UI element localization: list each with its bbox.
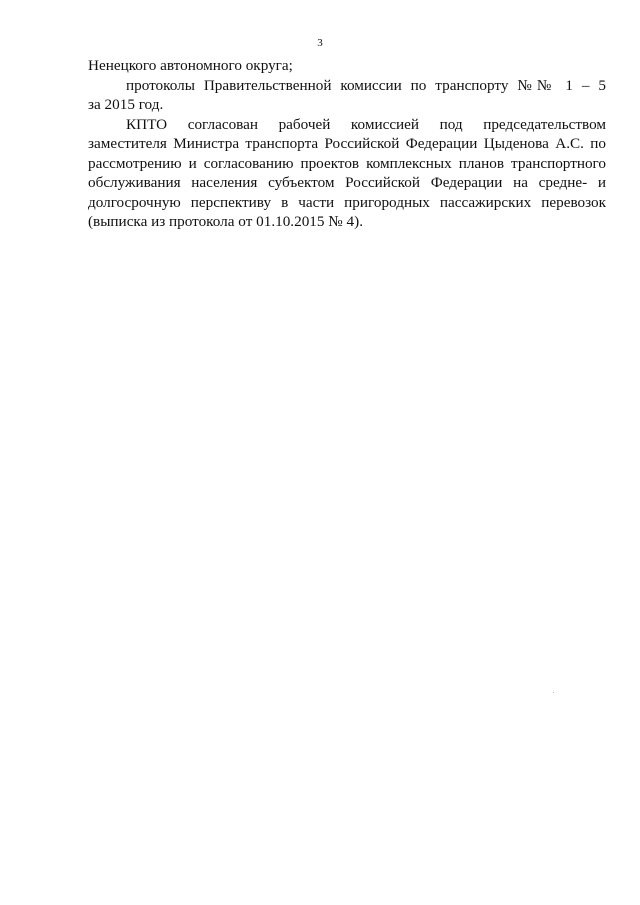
paragraph-line: (выписка из протокола от 01.10.2015 № 4). — [88, 213, 364, 230]
paragraph-line: Ненецкого автономного округа; — [88, 57, 293, 74]
paragraph-line: долгосрочную перспективу в части пригородных пассажирских перевозок — [88, 193, 606, 211]
paragraph-line: КПТО согласован рабочей комиссией под председательством — [126, 115, 606, 133]
paragraph-line: заместителя Министра транспорта Российской Федерации Цыденова А.С. по — [88, 135, 606, 152]
page-number: 3 — [317, 37, 323, 49]
document-body — [88, 56, 606, 232]
scan-speck — [553, 692, 554, 693]
paragraph-line: обслуживания населения субъектом Российской Федерации на средне- и — [88, 174, 606, 191]
paragraph-line: рассмотрению и согласованию проектов комплексных планов транспортного — [88, 154, 606, 172]
paragraph-line: протоколы Правительственной комиссии по транспорту №№ 1 – 5 — [126, 76, 606, 94]
paragraph-line: за 2015 год. — [88, 96, 164, 113]
